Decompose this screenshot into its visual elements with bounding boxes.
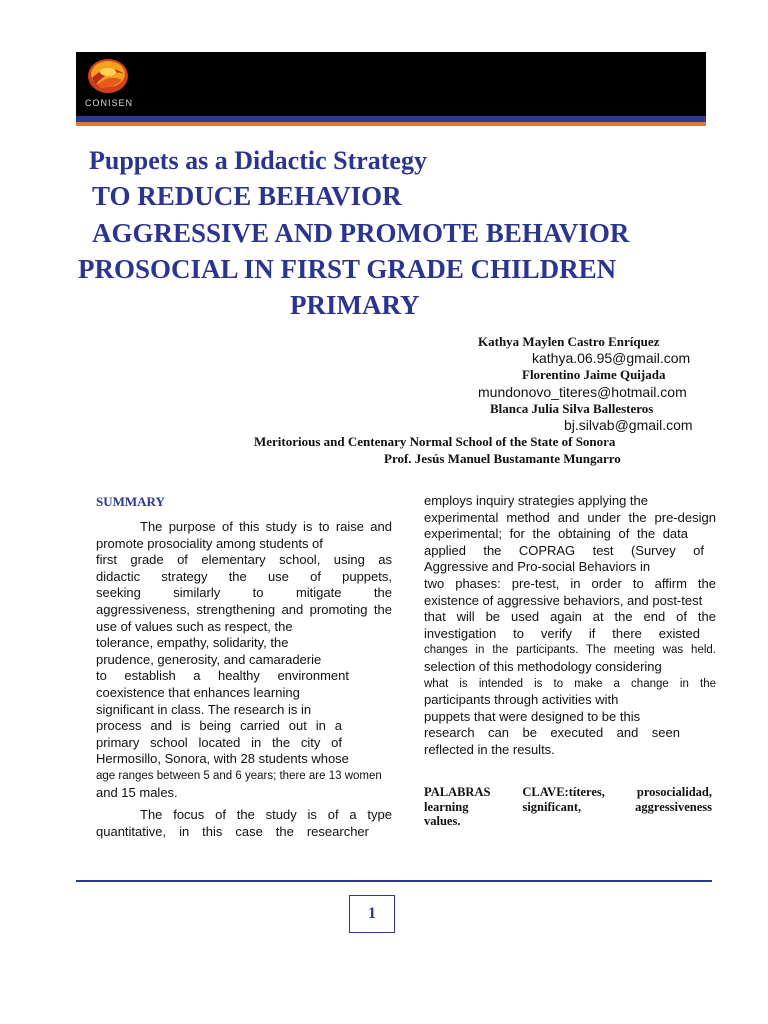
- author-name-1: Kathya Maylen Castro Enríquez: [478, 334, 660, 349]
- right-line: investigation to verify if there existed: [424, 625, 700, 641]
- left-line: The focus of the study is of a type: [140, 807, 392, 823]
- left-line: promote prosociality among students of: [96, 535, 323, 551]
- right-line: reflected in the results.: [424, 741, 555, 757]
- right-line: puppets that were designed to be this: [424, 708, 641, 724]
- author-email-3: bj.silvab@gmail.com: [564, 417, 693, 433]
- left-line: quantitative, in this case the researcher: [96, 823, 369, 839]
- title-line-4: PROSOCIAL IN FIRST GRADE CHILDREN: [78, 254, 617, 284]
- keywords-line: PALABRAS CLAVE:títeres, prosocialidad,: [424, 785, 712, 799]
- right-line: changes in the participants. The meeting was held.: [424, 644, 716, 657]
- left-line: seeking similarly to mitigate the: [96, 585, 392, 601]
- right-line: Aggressive and Pro-social Behaviors in: [424, 559, 651, 575]
- left-line: primary school located in the city of: [96, 734, 342, 750]
- title-line-1: Puppets as a Didactic Strategy: [89, 146, 427, 175]
- affiliation-person: Prof. Jesús Manuel Bustamante Mungarro: [384, 451, 621, 466]
- left-line: first grade of elementary school, using as: [96, 552, 392, 568]
- left-line: tolerance, empathy, solidarity, the: [96, 635, 289, 651]
- keywords-line: learning significant, aggressiveness: [424, 799, 712, 814]
- right-line: selection of this methodology considering: [424, 658, 662, 674]
- author-name-2: Florentino Jaime Quijada: [522, 367, 666, 382]
- logo-text: CONISEN: [84, 98, 133, 108]
- right-line: employs inquiry strategies applying the: [424, 493, 649, 508]
- left-line: didactic strategy the use of puppets,: [96, 568, 392, 584]
- left-line: age ranges between 5 and 6 years; there are 13 women: [96, 769, 382, 782]
- right-line: research can be executed and seen: [424, 725, 680, 741]
- right-line: what is intended is to make a change in the: [424, 677, 716, 690]
- keywords-line: values.: [424, 814, 461, 828]
- left-line: The purpose of this study is to raise and: [140, 519, 392, 534]
- footer-rule: [76, 880, 712, 882]
- right-column: [424, 493, 716, 759]
- right-line: two phases: pre-test, in order to affirm the: [424, 575, 716, 591]
- left-line: use of values such as respect, the: [96, 618, 293, 634]
- title-line-5: PRIMARY: [290, 290, 420, 320]
- author-name-3: Blanca Julia Silva Ballesteros: [490, 401, 654, 416]
- right-line: applied the COPRAG test (Survey of: [424, 542, 704, 558]
- author-email-1: kathya.06.95@gmail.com: [532, 350, 691, 366]
- header-bar: [76, 52, 706, 116]
- left-line: prudence, generosity, and camaraderie: [96, 651, 322, 667]
- right-line: experimental method and under the pre-design: [424, 509, 716, 525]
- left-line: coexistence that enhances learning: [96, 684, 300, 700]
- right-line: participants through activities with: [424, 692, 619, 708]
- page-number: 1: [349, 895, 395, 933]
- summary-heading: SUMMARY: [96, 494, 165, 509]
- left-line: process and is being carried out in a: [96, 718, 342, 734]
- left-line: to establish a healthy environment: [96, 668, 349, 684]
- author-email-2: mundonovo_titeres@hotmail.com: [478, 384, 687, 400]
- right-line: that will be used again at the end of the: [424, 609, 716, 625]
- affiliation: Meritorious and Centenary Normal School of the State of Sonora: [254, 434, 616, 449]
- header-rule-orange: [76, 122, 706, 126]
- left-line: and 15 males.: [96, 784, 178, 800]
- left-line: Hermosillo, Sonora, with 28 students whose: [96, 751, 349, 767]
- left-column: [96, 519, 392, 840]
- right-line: existence of aggressive behaviors, and post-test: [424, 592, 703, 608]
- title-line-3: AGGRESSIVE AND PROMOTE BEHAVIOR: [92, 218, 630, 248]
- keywords: [424, 785, 712, 829]
- title-line-2: TO REDUCE BEHAVIOR: [92, 181, 402, 211]
- right-line: experimental; for the obtaining of the data: [424, 526, 688, 542]
- left-line: aggressiveness, strengthening and promoting the: [96, 601, 392, 617]
- left-line: significant in class. The research is in: [96, 701, 312, 717]
